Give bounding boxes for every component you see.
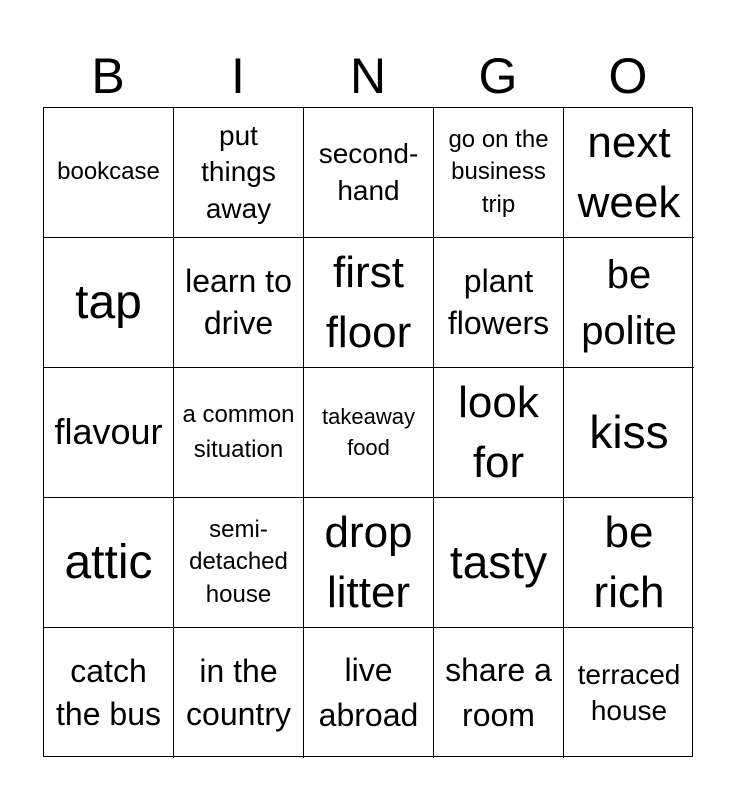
cell-text: learn to drive: [185, 262, 292, 341]
cell-text: drop litter: [324, 508, 413, 617]
cell-text: be rich: [593, 508, 665, 617]
bingo-cell[interactable]: [174, 368, 304, 498]
bingo-cell[interactable]: [44, 628, 174, 758]
cell-text: in the country: [186, 652, 291, 732]
bingo-cell[interactable]: [304, 498, 434, 628]
cell-text: takeaway food: [322, 403, 415, 460]
cell-text: tap: [75, 275, 142, 329]
cell-text: flavour: [54, 411, 163, 453]
cell-text: kiss: [589, 405, 669, 458]
bingo-cell[interactable]: [304, 108, 434, 238]
cell-text: go on the business trip: [448, 125, 549, 218]
cell-text: terraced house: [577, 658, 681, 726]
bingo-board: [43, 107, 693, 757]
cell-text: look for: [458, 378, 539, 487]
header-letter-n: N: [349, 48, 387, 104]
bingo-cell[interactable]: [304, 238, 434, 368]
bingo-cell[interactable]: [434, 238, 564, 368]
bingo-cell[interactable]: [174, 108, 304, 238]
cell-text: be polite: [581, 252, 677, 353]
bingo-cell[interactable]: [44, 368, 174, 498]
bingo-cell[interactable]: [434, 628, 564, 758]
cell-text: attic: [64, 535, 153, 589]
cell-text: put things away: [201, 119, 276, 224]
cell-text: next week: [577, 118, 681, 227]
bingo-cell[interactable]: [44, 498, 174, 628]
bingo-cell[interactable]: [44, 238, 174, 368]
header-letter-o: O: [608, 48, 648, 104]
bingo-cell[interactable]: [564, 238, 694, 368]
bingo-cell[interactable]: [174, 238, 304, 368]
cell-text: bookcase: [57, 158, 160, 186]
cell-text: tasty: [449, 535, 548, 588]
cell-text: live abroad: [318, 652, 419, 733]
cell-text: plant flowers: [447, 262, 550, 341]
cell-text: catch the bus: [56, 652, 161, 732]
bingo-cell[interactable]: [564, 368, 694, 498]
cell-text: share a room: [445, 652, 552, 733]
cell-text: a common situation: [182, 400, 295, 463]
bingo-cell[interactable]: [434, 368, 564, 498]
bingo-header: [43, 44, 693, 108]
cell-text: first floor: [325, 248, 412, 357]
header-letter-i: I: [231, 48, 245, 104]
bingo-cell[interactable]: [304, 628, 434, 758]
cell-text: second-hand: [318, 138, 419, 206]
bingo-cell[interactable]: [174, 628, 304, 758]
bingo-cell[interactable]: [434, 498, 564, 628]
bingo-cell[interactable]: [304, 368, 434, 498]
bingo-cell[interactable]: [44, 108, 174, 238]
header-letter-b: B: [91, 48, 125, 104]
bingo-cell[interactable]: [174, 498, 304, 628]
bingo-cell[interactable]: [564, 628, 694, 758]
bingo-cell[interactable]: [434, 108, 564, 238]
bingo-cell[interactable]: [564, 498, 694, 628]
header-letter-g: G: [478, 48, 518, 104]
bingo-cell[interactable]: [564, 108, 694, 238]
cell-text: semi-detached house: [189, 515, 288, 608]
